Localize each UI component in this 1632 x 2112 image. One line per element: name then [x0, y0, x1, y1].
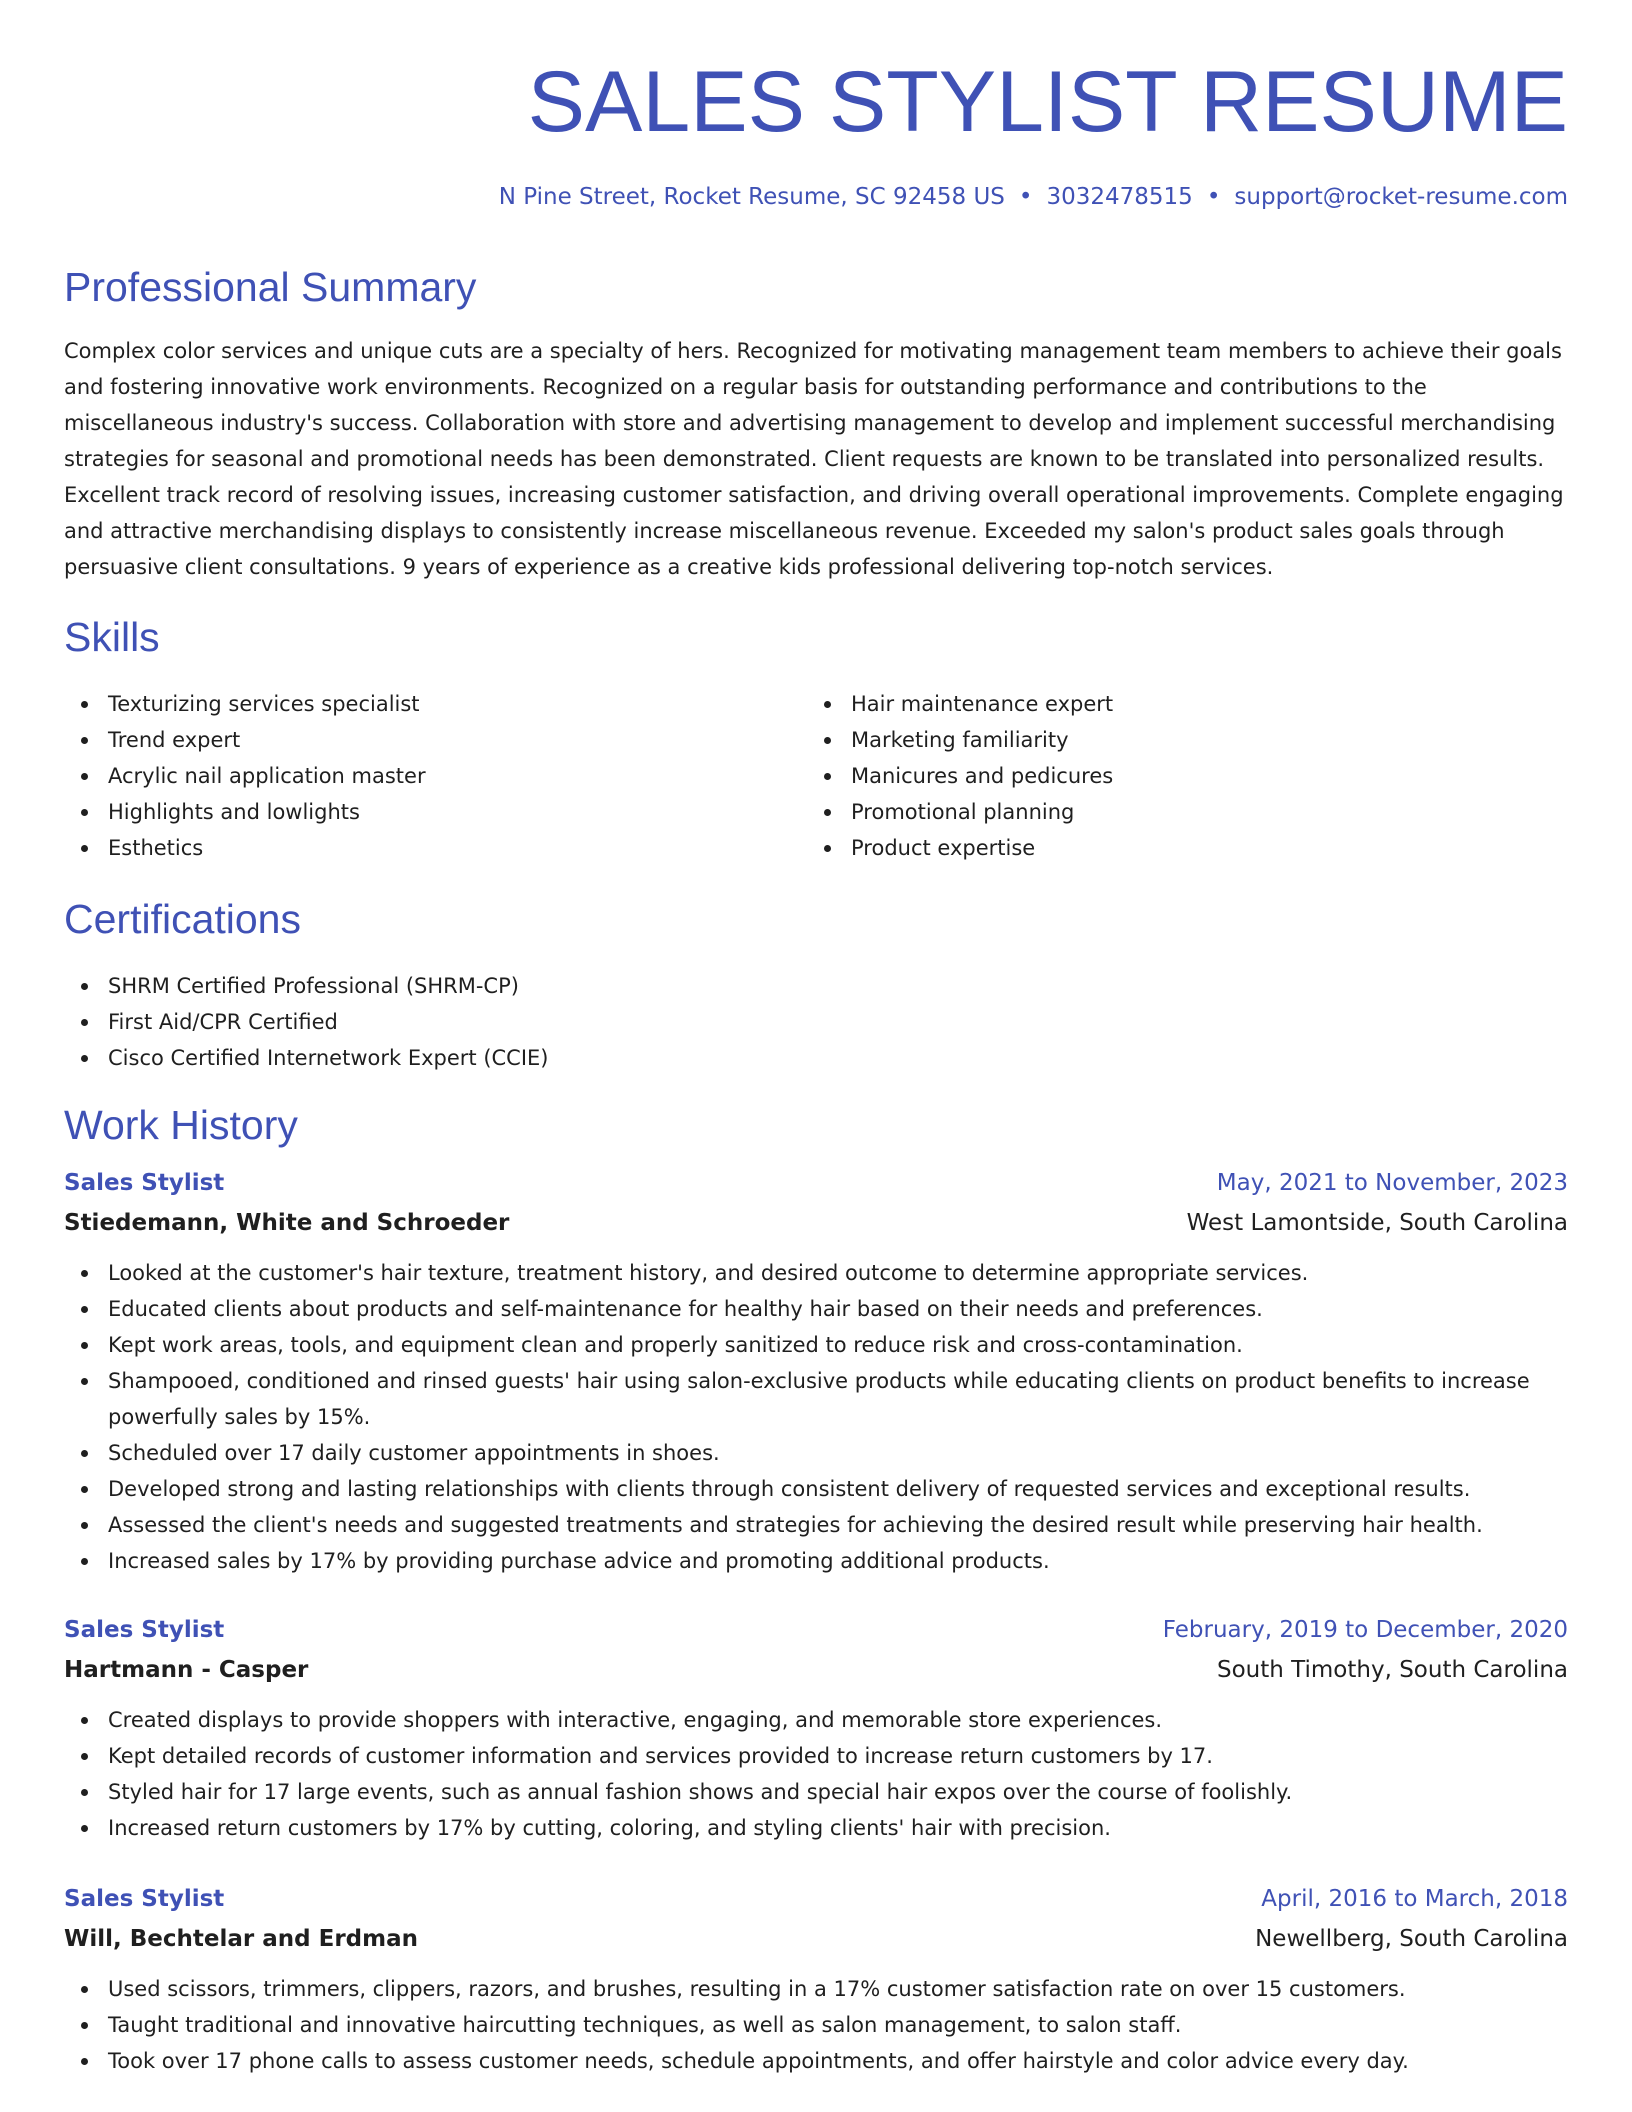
job-duty-item	[64, 1702, 1568, 1738]
bullet-icon	[81, 1306, 88, 1313]
bullet-icon	[81, 1055, 88, 1062]
certification-item	[64, 1040, 1568, 1076]
job-company-row	[64, 1919, 1568, 1959]
bullet-icon	[824, 773, 831, 780]
bullet-icon	[81, 1753, 88, 1760]
job-company-row	[64, 1203, 1568, 1243]
skill-item-text: Product expertise	[851, 836, 1036, 860]
bullet-icon	[81, 1825, 88, 1832]
bullet-icon	[824, 845, 831, 852]
bullet-icon	[81, 845, 88, 852]
skill-item	[807, 758, 1507, 794]
skill-item-text: Promotional planning	[851, 800, 1075, 824]
job-duty-item-text: Scheduled over 17 daily customer appointments in shoes.	[108, 1441, 720, 1465]
skill-item	[807, 722, 1507, 758]
job-duty-item-text: Used scissors, trimmers, clippers, razors, and brushes, resulting in a 17% customer satisfaction rate on over 15 customers.	[108, 1977, 1406, 2001]
skill-item	[807, 794, 1507, 830]
bullet-icon	[81, 983, 88, 990]
summary-text: Complex color services and unique cuts are a specialty of hers. Recognized for motivating management team members to achieve their goals and fostering innovative work environments. Recognized on a regular basis for outstanding performance and contributions to the miscellaneous industry's success. Collaboration with store and advertising management to develop and implement successful merchandising strategies for seasonal and promotional needs has been demonstrated. Client requests are known to be translated into personalized results. Excellent track record of resolving issues, increasing customer satisfaction, and driving overall operational improvements. Complete engaging and attractive merchandising displays to consistently increase miscellaneous revenue. Exceeded my salon's product sales goals through persuasive client consultations. 9 years of experience as a creative kids professional delivering top-notch services.	[64, 339, 1564, 579]
job-duties-list	[64, 1702, 1568, 1846]
resume-title: SALES STYLIST RESUME	[527, 54, 1568, 150]
job-duty-item-text: Developed strong and lasting relationships with clients through consistent delivery of requested services and exceptional results.	[108, 1477, 1471, 1501]
job-company: Will, Bechtelar and Erdman	[64, 1926, 418, 1952]
bullet-icon	[81, 773, 88, 780]
bullet-icon	[81, 1019, 88, 1026]
certification-item-text: Cisco Certified Internetwork Expert (CCIE)	[108, 1046, 549, 1070]
skill-item-text: Hair maintenance expert	[851, 692, 1114, 716]
contact-email: support@rocket-resume.com	[1234, 184, 1568, 210]
skill-item-text: Highlights and lowlights	[108, 800, 360, 824]
job-duty-item	[64, 1255, 1568, 1291]
certification-item-text: First Aid/CPR Certified	[108, 1010, 338, 1034]
job-duty-item-text: Shampooed, conditioned and rinsed guests' hair using salon-exclusive products while educating clients on product benefits to increase powerfully sales by 15%.	[108, 1369, 1530, 1429]
skills-list-left	[64, 686, 764, 866]
job-duty-item	[64, 2007, 1568, 2043]
job-duty-item-text: Created displays to provide shoppers with interactive, engaging, and memorable store experiences.	[108, 1708, 1163, 1732]
skill-item-text: Marketing familiarity	[851, 728, 1069, 752]
skills-list-right	[807, 686, 1507, 866]
bullet-icon	[81, 1522, 88, 1529]
job-duty-item	[64, 1774, 1568, 1810]
skill-item-text: Texturizing services specialist	[108, 692, 420, 716]
skill-item-text: Acrylic nail application master	[108, 764, 426, 788]
skill-item	[64, 722, 764, 758]
skill-item-text: Esthetics	[108, 836, 204, 860]
contact-separator: •	[1018, 184, 1033, 210]
bullet-icon	[81, 1717, 88, 1724]
job-duty-item-text: Assessed the client's needs and suggested treatments and strategies for achieving the desired result while preserving hair health.	[108, 1513, 1483, 1537]
job-duty-item-text: Increased return customers by 17% by cutting, coloring, and styling clients' hair with precision.	[108, 1816, 1111, 1840]
bullet-icon	[81, 1789, 88, 1796]
job-company-row	[64, 1650, 1568, 1690]
job-duty-item-text: Took over 17 phone calls to assess customer needs, schedule appointments, and offer hairstyle and color advice every day.	[108, 2049, 1409, 2073]
bullet-icon	[81, 809, 88, 816]
job-dates: April, 2016 to March, 2018	[1261, 1886, 1568, 1912]
job-duty-item	[64, 1327, 1568, 1363]
job-dates: May, 2021 to November, 2023	[1216, 1170, 1568, 1196]
contact-line	[499, 180, 1568, 214]
bullet-icon	[81, 737, 88, 744]
job-duties-list	[64, 1255, 1568, 1579]
certifications-list	[64, 968, 1568, 1076]
job-duty-item-text: Educated clients about products and self-maintenance for healthy hair based on their needs and preferences.	[108, 1297, 1263, 1321]
certification-item	[64, 1004, 1568, 1040]
job-company: Hartmann - Casper	[64, 1657, 309, 1683]
job-duty-item	[64, 1507, 1568, 1543]
job-title-row	[64, 1610, 1568, 1650]
bullet-icon	[81, 1986, 88, 1993]
job-duty-item-text: Kept work areas, tools, and equipment clean and properly sanitized to reduce risk and cross-contamination.	[108, 1333, 1243, 1357]
job-duty-item-text: Looked at the customer's hair texture, treatment history, and desired outcome to determine appropriate services.	[108, 1261, 1309, 1285]
bullet-icon	[81, 1270, 88, 1277]
job-title: Sales Stylist	[64, 1886, 225, 1912]
job-duty-item	[64, 1738, 1568, 1774]
skill-item	[64, 686, 764, 722]
contact-phone: 3032478515	[1046, 184, 1193, 210]
job-duty-item-text: Kept detailed records of customer information and services provided to increase return customers by 17.	[108, 1744, 1213, 1768]
skill-item	[807, 686, 1507, 722]
section-heading-work-history: Work History	[64, 1102, 298, 1148]
skill-item-text: Manicures and pedicures	[851, 764, 1114, 788]
job-duty-item	[64, 1810, 1568, 1846]
job-duty-item	[64, 1543, 1568, 1579]
job-company: Stiedemann, White and Schroeder	[64, 1210, 510, 1236]
job-location: West Lamontside, South Carolina	[1186, 1210, 1568, 1236]
skill-item	[807, 830, 1507, 866]
job-title: Sales Stylist	[64, 1617, 225, 1643]
certification-item-text: SHRM Certified Professional (SHRM-CP)	[108, 974, 519, 998]
job-entry	[64, 1610, 1568, 1846]
job-title: Sales Stylist	[64, 1170, 225, 1196]
job-duty-item	[64, 1471, 1568, 1507]
skill-item-text: Trend expert	[108, 728, 241, 752]
skill-item	[64, 830, 764, 866]
job-duty-item-text: Increased sales by 17% by providing purchase advice and promoting additional products.	[108, 1549, 1050, 1573]
bullet-icon	[824, 737, 831, 744]
bullet-icon	[81, 1450, 88, 1457]
job-duty-item	[64, 1291, 1568, 1327]
job-location: Newellberg, South Carolina	[1255, 1926, 1568, 1952]
skill-item	[64, 758, 764, 794]
bullet-icon	[824, 809, 831, 816]
certification-item	[64, 968, 1568, 1004]
job-title-row	[64, 1163, 1568, 1203]
bullet-icon	[81, 2058, 88, 2065]
bullet-icon	[824, 701, 831, 708]
job-duty-item	[64, 1971, 1568, 2007]
bullet-icon	[81, 1486, 88, 1493]
bullet-icon	[81, 1558, 88, 1565]
job-duty-item	[64, 1435, 1568, 1471]
bullet-icon	[81, 2022, 88, 2029]
job-dates: February, 2019 to December, 2020	[1162, 1617, 1568, 1643]
job-entry	[64, 1879, 1568, 2079]
job-title-row	[64, 1879, 1568, 1919]
job-duty-item-text: Taught traditional and innovative haircutting techniques, as well as salon management, to salon staff.	[108, 2013, 1182, 2037]
job-location: South Timothy, South Carolina	[1217, 1657, 1568, 1683]
bullet-icon	[81, 1342, 88, 1349]
section-heading-skills: Skills	[64, 614, 160, 660]
bullet-icon	[81, 701, 88, 708]
contact-separator: •	[1206, 184, 1221, 210]
job-duties-list	[64, 1971, 1568, 2079]
bullet-icon	[81, 1378, 88, 1385]
section-heading-summary: Professional Summary	[64, 264, 477, 310]
job-duty-item	[64, 2043, 1568, 2079]
job-entry	[64, 1163, 1568, 1579]
skill-item	[64, 794, 764, 830]
job-duty-item-text: Styled hair for 17 large events, such as annual fashion shows and special hair expos over the course of foolishly.	[108, 1780, 1293, 1804]
section-heading-certifications: Certifications	[64, 896, 301, 942]
contact-address: N Pine Street, Rocket Resume, SC 92458 US	[498, 184, 1005, 210]
job-duty-item	[64, 1363, 1568, 1435]
